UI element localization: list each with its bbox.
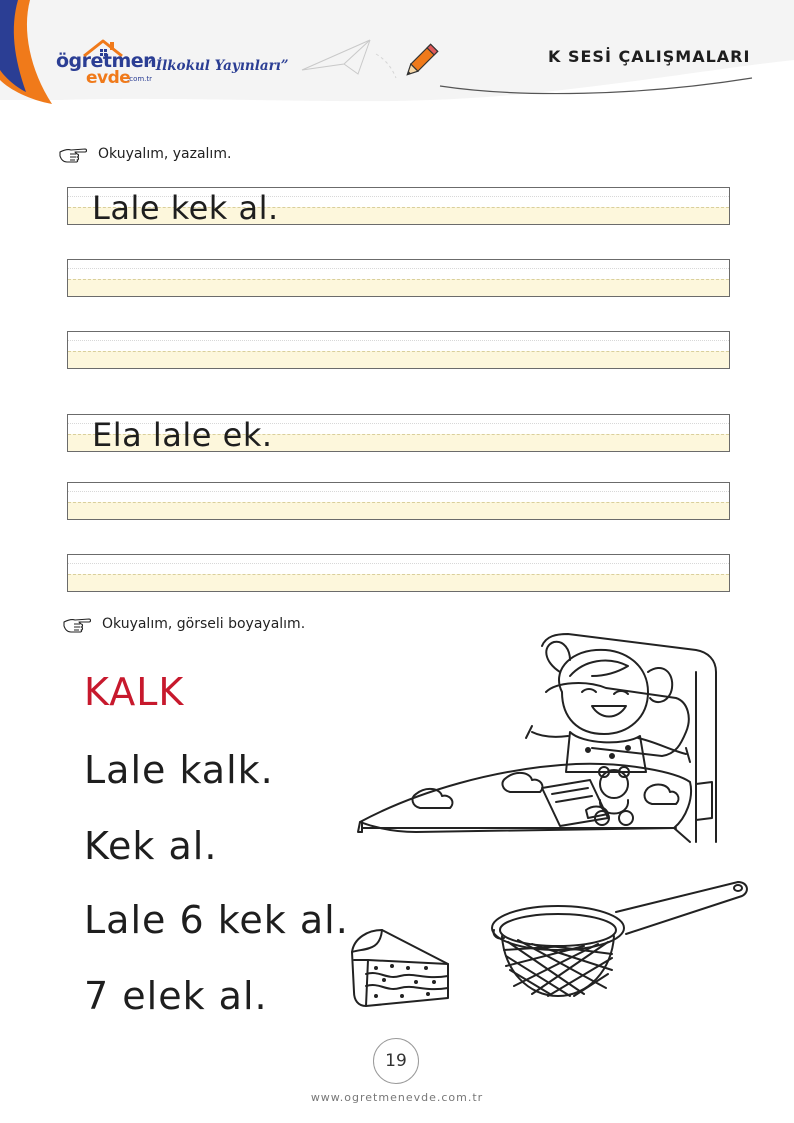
sample-sentence: Ela lale ek.: [92, 416, 273, 454]
logo-text-bottom: evde: [86, 68, 131, 88]
reading-sentence: Kek al.: [84, 824, 218, 868]
reading-sentence: 7 elek al.: [84, 974, 268, 1018]
writing-line[interactable]: [67, 259, 730, 297]
instruction-read-color: [62, 614, 305, 634]
page-title: K SESİ ÇALIŞMALARI: [548, 47, 751, 66]
instruction-read-write: [58, 144, 231, 164]
target-word: KALK: [84, 670, 185, 714]
writing-line[interactable]: [67, 331, 730, 369]
reading-sentence: Lale 6 kek al.: [84, 898, 349, 942]
logo-domain: .com.tr: [127, 75, 153, 83]
pencil-icon: [400, 42, 440, 82]
instruction-text: Okuyalım, görseli boyayalım.: [102, 616, 306, 632]
cake-slice-illustration[interactable]: [346, 926, 452, 1010]
logo-text-top: ögretmen: [56, 50, 157, 72]
writing-line[interactable]: [67, 187, 730, 225]
logo: [56, 46, 156, 92]
publisher-name: “İlkokul Yayınları”: [148, 58, 289, 74]
website-footer[interactable]: www.ogretmenevde.com.tr: [310, 1091, 484, 1104]
paper-plane-icon: [300, 34, 404, 80]
header: [0, 0, 794, 110]
page-number: 19: [373, 1038, 419, 1084]
writing-line[interactable]: [67, 482, 730, 520]
sieve-illustration[interactable]: [488, 878, 752, 1000]
writing-line[interactable]: [67, 414, 730, 452]
pointing-hand-icon: [58, 144, 88, 164]
girl-in-bed-illustration[interactable]: [356, 632, 722, 846]
instruction-text: Okuyalım, yazalım.: [98, 146, 232, 162]
reading-sentence: Lale kalk.: [84, 748, 274, 792]
writing-line[interactable]: [67, 554, 730, 592]
pointing-hand-icon: [62, 614, 92, 634]
sample-sentence: Lale kek al.: [92, 189, 279, 227]
